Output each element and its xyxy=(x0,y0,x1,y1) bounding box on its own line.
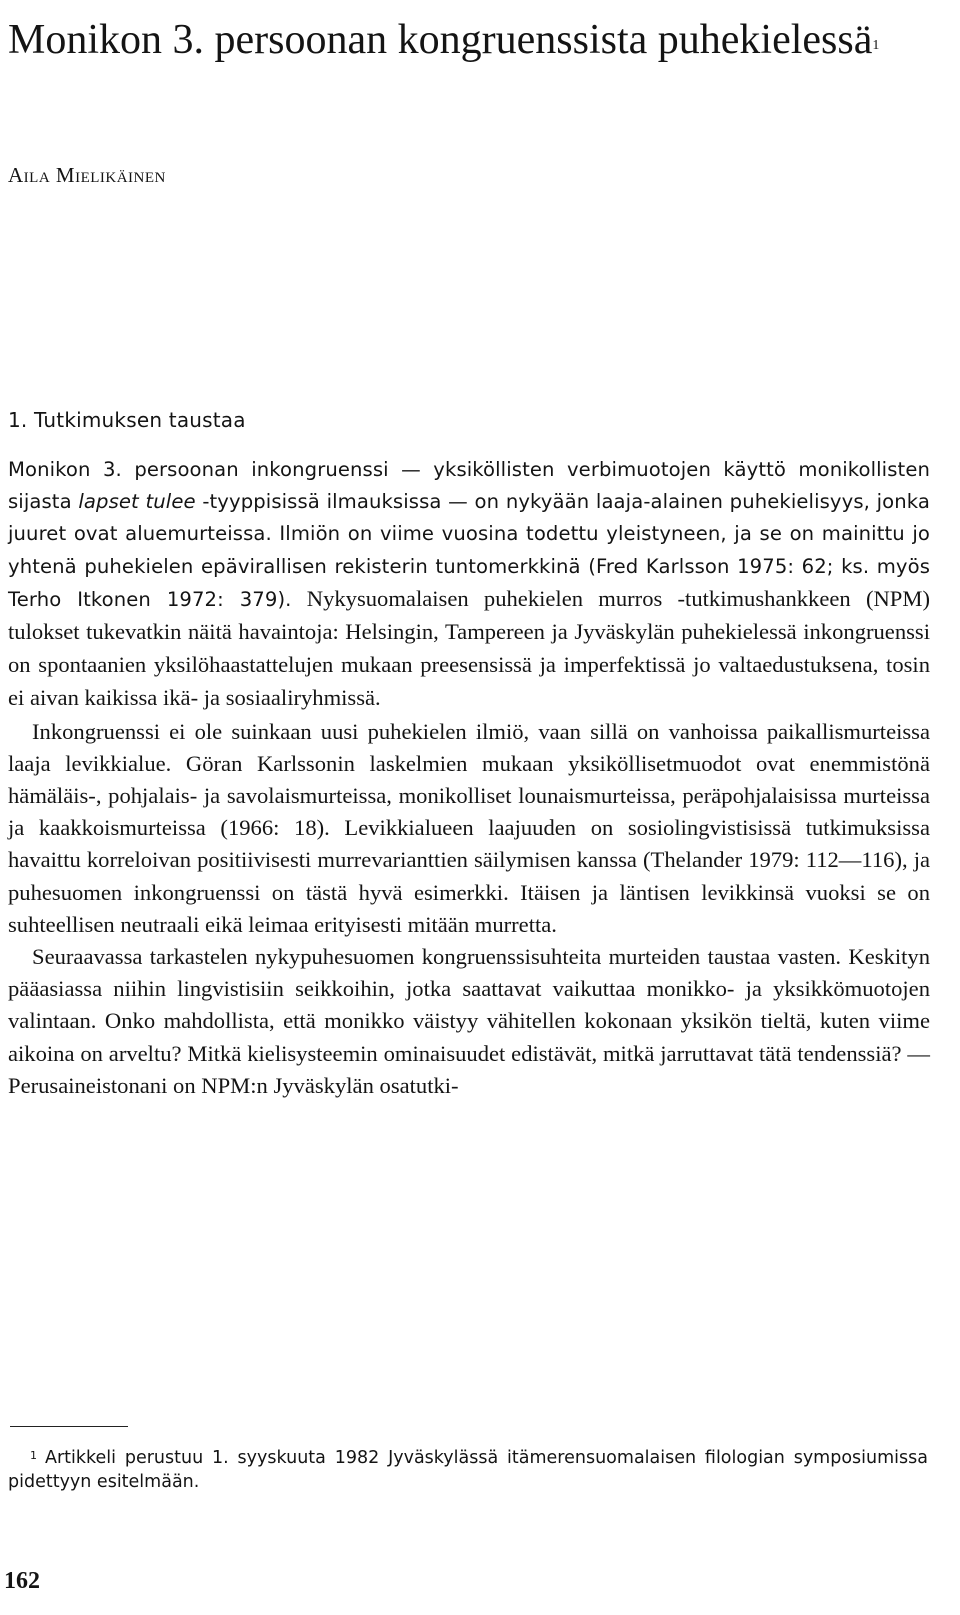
section-heading: 1. Tutkimuksen taustaa xyxy=(8,408,246,432)
article-title xyxy=(8,14,908,66)
paragraph-1-italic-example: lapset tulee xyxy=(78,490,196,514)
paragraph-1 xyxy=(8,454,930,716)
footnote-text: Artikkeli perustuu 1. syyskuuta 1982 Jyväskylässä itämerensuomalaisen filologian symposiumissa pidettyyn esitelmään. xyxy=(8,1448,928,1492)
article-body xyxy=(8,454,930,1102)
title-footnote-mark: 1 xyxy=(872,38,880,53)
paragraph-1-text-b: -tyyppisissä ilmauksissa — on nykyään laaja-alainen puhekielisyys, jonka juuret ovat aluemurteissa. Ilmiön on viime vuosina todettu yleistyneen, ja se on mainittu jo yhtenä puhekielen epävirallisen rekisterin tuntomerkkinä (Fred Karlsson 1975: 62; ks. myös Terho Itkonen 1972: 379). xyxy=(8,490,930,611)
paragraph-1-text-c: Nykysuomalaisen puhekielen murros -tutkimushankkeen (NPM) tulokset tukevatkin näitä havaintoja: Helsingin, Tampereen ja Jyväskylän puhekielessä inkongruenssi on spontaanien yksilöhaastattelujen mukaan preesensissä ja imperfektissä jo valtaedustuksena, tosin ei aivan kaikissa ikä- ja sosiaaliryhmissä. xyxy=(8,585,930,711)
footnote-divider xyxy=(10,1426,128,1427)
footnote xyxy=(8,1446,928,1494)
footnote-mark: 1 xyxy=(30,1449,37,1462)
page-number: 162 xyxy=(4,1568,40,1594)
paragraph-2: Inkongruenssi ei ole suinkaan uusi puhekielen ilmiö, vaan sillä on vanhoissa paikallismurteissa laaja levikkialue. Göran Karlssonin laskelmien mukaan yksiköllisetmuodot ovat enemmistönä hämäläis-, pohjalais- ja savolaismurteissa, monikolliset lounaismurteissa, peräpohjalaisissa murteissa ja kaakkoismurteissa (1966: 18). Levikkialueen laajuuden on sosiolingvistisissä tutkimuksissa havaittu korreloivan positiivisesti murrevarianttien säilymisen kanssa (Thelander 1979: 112—116), ja puhesuomen inkongruenssi on tästä hyvä esimerkki. Itäisen ja läntisen levikkinsä vuoksi se on suhteellisen neutraali eikä leimaa erityisesti mitään murretta. xyxy=(8,718,930,937)
paragraph-3: Seuraavassa tarkastelen nykypuhesuomen kongruenssisuhteita murteiden taustaa vasten. Keskityn pääasiassa niihin lingvistisiin seikkoihin, jotka saattavat vaikuttaa monikko- ja yksikkömuotojen valintaan. Onko mahdollista, että monikko väistyy vähitellen kokonaan yksikön tieltä, kuten viime aikoina on arveltu? Mitkä kielisysteemin ominaisuudet edistävät, mitkä jarruttavat tätä tendenssiä? — Perusaineistonani on NPM:n Jyväskylän osatutki- xyxy=(8,944,930,1098)
paragraph-1-text-a: Monikon 3. persoonan inkongruenssi — yksiköllisten verbimuotojen käyttö monikollisten sijasta xyxy=(8,458,930,514)
article-title-text: Monikon 3. persoonan kongruenssista puhekielessä xyxy=(8,17,873,63)
article-author: Aila Mielikäinen xyxy=(8,163,166,187)
